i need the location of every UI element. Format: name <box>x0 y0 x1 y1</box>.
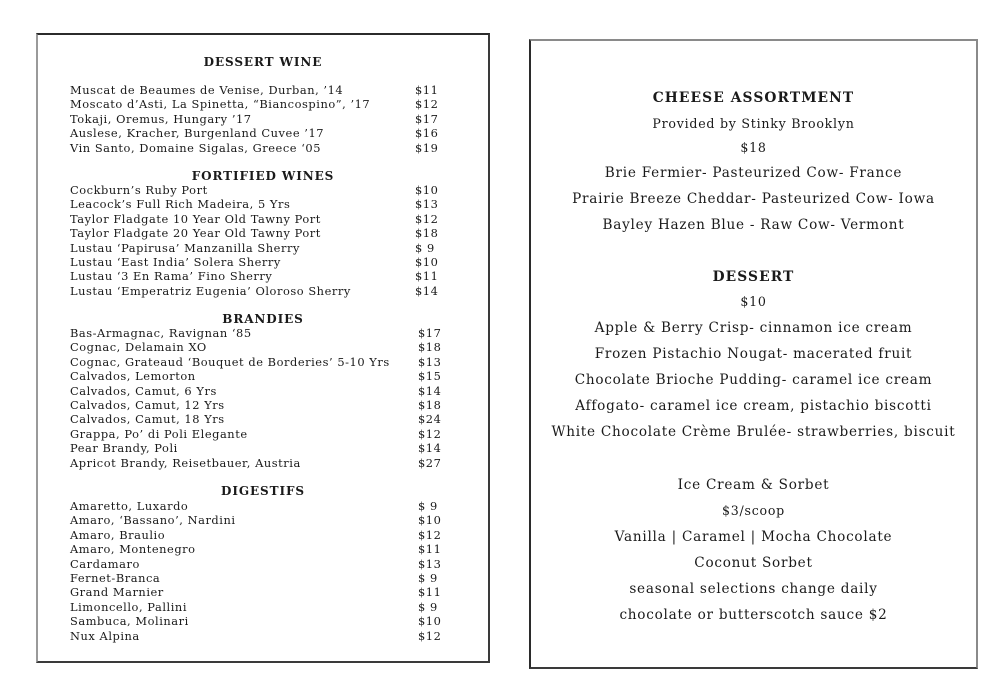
item-price: $ 9 <box>418 570 438 585</box>
item-name: Calvados, Camut, 12 Yrs <box>70 397 225 412</box>
dessert-item: White Chocolate Crème Brulée- strawberries, biscuit <box>551 424 956 440</box>
item-name: Amaro, Braulio <box>70 527 166 542</box>
item-name: Amaro, ‘Bassano’, Nardini <box>70 513 236 528</box>
item-name: Tokaji, Oremus, Hungary ’17 <box>70 111 252 126</box>
item-price: $12 <box>415 211 439 226</box>
item-name: Sambuca, Molinari <box>70 614 189 629</box>
item-name: Calvados, Camut, 18 Yrs <box>70 412 225 427</box>
item-name: Lustau ‘East India’ Solera Sherry <box>70 254 281 269</box>
item-price: $17 <box>418 326 442 340</box>
cheese-item: Prairie Breeze Cheddar- Pasteurized Cow- Iowa <box>572 191 935 207</box>
ice-cream-flavors: Vanilla | Caramel | Mocha Chocolate <box>614 529 893 545</box>
item-price: $18 <box>418 340 442 355</box>
item-price: $19 <box>415 140 439 155</box>
ice-cream-note: seasonal selections change daily <box>629 581 878 597</box>
item-name: Taylor Fladgate 10 Year Old Tawny Port <box>70 211 321 226</box>
item-name: Muscat de Beaumes de Venise, Durban, ’14 <box>70 83 344 97</box>
section-title-brandies: BRANDIES <box>222 312 304 326</box>
section-title-fortified-wines: FORTIFIED WINES <box>191 169 335 183</box>
item-price: $ 9 <box>418 499 438 513</box>
item-price: $16 <box>415 126 439 141</box>
item-price: $11 <box>418 542 442 557</box>
cheese-item: Bayley Hazen Blue - Raw Cow- Vermont <box>602 217 905 233</box>
item-price: $27 <box>418 455 442 470</box>
item-name: Cockburn’s Ruby Port <box>70 183 208 197</box>
item-price: $18 <box>415 226 439 241</box>
section-title-ice-cream: Ice Cream & Sorbet <box>677 477 830 493</box>
item-price: $13 <box>418 556 442 571</box>
item-price: $ 9 <box>418 599 438 614</box>
item-price: $11 <box>415 269 439 284</box>
cheese-item: Brie Fermier- Pasteurized Cow- France <box>604 165 903 181</box>
section-title-cheese: CHEESE ASSORTMENT <box>652 90 855 106</box>
ice-cream-price: $3/scoop <box>721 503 785 518</box>
item-name: Amaro, Montenegro <box>70 542 196 557</box>
item-name: Auslese, Kracher, Burgenland Cuvee ’17 <box>70 126 325 141</box>
item-price: $18 <box>418 397 442 412</box>
item-name: Fernet-Branca <box>70 570 161 585</box>
dessert-item: Apple & Berry Crisp- cinnamon ice cream <box>594 320 913 336</box>
dessert-item: Chocolate Brioche Pudding- caramel ice cream <box>574 372 933 388</box>
item-name: Nux Alpina <box>70 628 140 643</box>
item-price: $ 9 <box>415 240 435 255</box>
item-price: $17 <box>415 111 439 126</box>
item-price: $10 <box>415 183 439 197</box>
item-name: Pear Brandy, Poli <box>70 441 178 456</box>
item-price: $12 <box>418 628 442 643</box>
sorbet-flavor: Coconut Sorbet <box>694 555 813 571</box>
section-title-dessert: DESSERT <box>712 269 795 285</box>
item-price: $14 <box>418 441 442 456</box>
item-name: Moscato d’Asti, La Spinetta, “Biancospino”, ’17 <box>70 97 371 112</box>
item-price: $13 <box>415 197 439 212</box>
section-title-dessert-wine: DESSERT WINE <box>203 55 323 69</box>
item-name: Cognac, Grateaud ‘Bouquet de Borderies’ 5-10 Yrs <box>70 354 390 369</box>
drinks-menu-page <box>36 33 490 663</box>
item-name: Grand Marnier <box>70 585 164 600</box>
item-name: Lustau ‘Papirusa’ Manzanilla Sherry <box>70 240 300 255</box>
sauce-note: chocolate or butterscotch sauce $2 <box>619 607 888 623</box>
item-name: Amaretto, Luxardo <box>70 499 189 513</box>
item-name: Leacock’s Full Rich Madeira, 5 Yrs <box>70 197 291 212</box>
item-name: Cardamaro <box>70 556 140 571</box>
item-price: $10 <box>415 254 439 269</box>
item-price: $11 <box>415 83 439 97</box>
item-name: Bas-Armagnac, Ravignan ‘85 <box>70 326 252 340</box>
item-price: $14 <box>418 383 442 398</box>
item-name: Calvados, Lemorton <box>70 369 196 384</box>
section-title-digestifs: DIGESTIFS <box>221 484 305 498</box>
item-price: $12 <box>418 527 442 542</box>
item-price: $10 <box>418 513 442 528</box>
item-name: Limoncello, Pallini <box>70 599 188 614</box>
item-name: Taylor Fladgate 20 Year Old Tawny Port <box>70 226 321 241</box>
item-name: Calvados, Camut, 6 Yrs <box>70 383 217 398</box>
dessert-item: Frozen Pistachio Nougat- macerated fruit <box>594 346 913 362</box>
item-price: $10 <box>418 614 442 629</box>
item-price: $12 <box>418 426 442 441</box>
item-price: $13 <box>418 354 442 369</box>
item-name: Grappa, Po’ di Poli Elegante <box>70 426 248 441</box>
item-name: Apricot Brandy, Reisetbauer, Austria <box>70 455 301 470</box>
cheese-price: $18 <box>740 140 767 155</box>
item-name: Vin Santo, Domaine Sigalas, Greece ‘05 <box>70 140 321 155</box>
dessert-item: Affogato- caramel ice cream, pistachio biscotti <box>575 398 932 414</box>
item-name: Cognac, Delamain XO <box>70 340 207 355</box>
item-name: Lustau ‘Emperatriz Eugenia’ Oloroso Sherry <box>70 283 351 298</box>
dessert-menu-page <box>529 39 978 669</box>
item-price: $11 <box>418 585 442 600</box>
item-price: $12 <box>415 97 439 112</box>
item-name: Lustau ‘3 En Rama’ Fino Sherry <box>70 269 273 284</box>
item-price: $15 <box>418 369 442 384</box>
item-price: $14 <box>415 283 439 298</box>
cheese-provider: Provided by Stinky Brooklyn <box>652 116 855 131</box>
dessert-price: $10 <box>740 294 767 309</box>
item-price: $24 <box>418 412 442 427</box>
